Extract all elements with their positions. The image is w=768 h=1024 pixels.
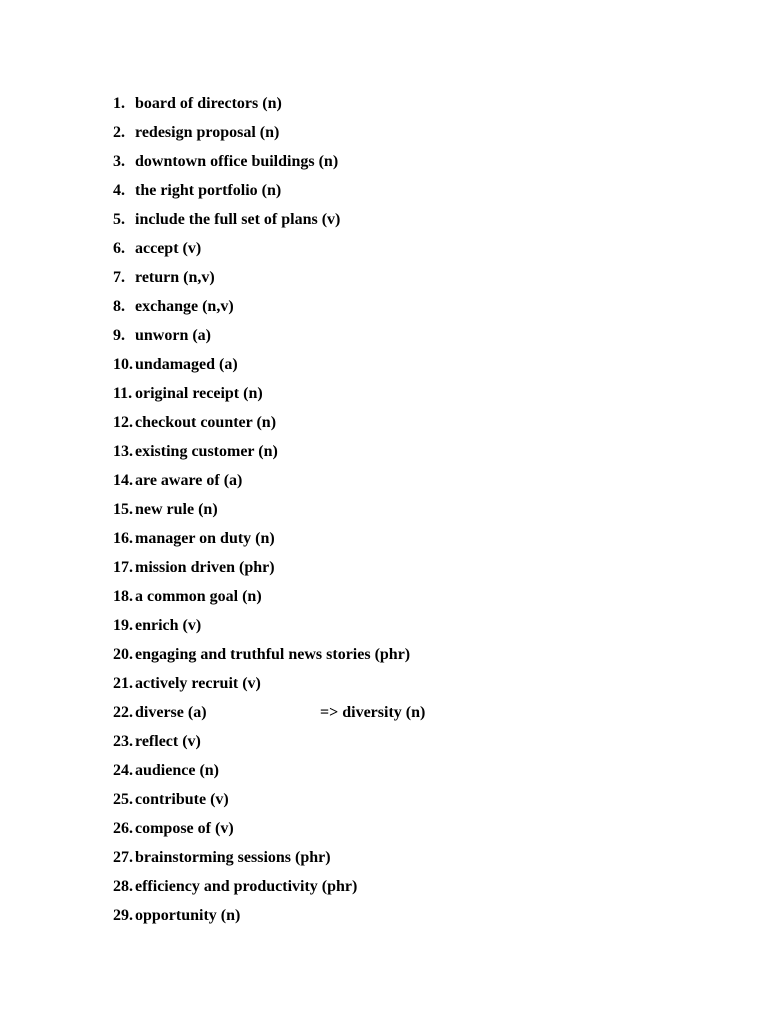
list-item [113, 611, 410, 640]
item-number: 29. [113, 907, 133, 924]
list-item [113, 263, 410, 292]
list-item [113, 89, 410, 118]
list-item [113, 379, 410, 408]
list-item [113, 118, 410, 147]
item-number: 28. [113, 878, 133, 895]
item-term: board of directors (n) [135, 95, 282, 112]
item-number: 12. [113, 414, 133, 431]
item-term: mission driven (phr) [135, 559, 275, 576]
item-number: 4. [113, 182, 125, 199]
list-item [113, 408, 410, 437]
item-term: downtown office buildings (n) [135, 153, 339, 170]
item-term: contribute (v) [135, 791, 229, 808]
item-term: return (n,v) [135, 269, 215, 286]
item-term: are aware of (a) [135, 472, 243, 489]
item-term: opportunity (n) [135, 907, 241, 924]
item-term: include the full set of plans (v) [135, 211, 341, 228]
item-number: 11. [113, 385, 133, 402]
list-item [113, 234, 410, 263]
item-number: 14. [113, 472, 133, 489]
item-term: manager on duty (n) [135, 530, 275, 547]
list-item [113, 176, 410, 205]
list-item [113, 640, 410, 669]
item-term: checkout counter (n) [135, 414, 277, 431]
item-number: 1. [113, 95, 125, 112]
list-item [113, 292, 410, 321]
list-item [113, 698, 426, 727]
item-term: original receipt (n) [135, 385, 263, 402]
item-term: efficiency and productivity (phr) [135, 878, 358, 895]
item-term: reflect (v) [135, 733, 201, 750]
item-number: 27. [113, 849, 133, 866]
item-number: 2. [113, 124, 125, 141]
item-number: 3. [113, 153, 125, 170]
item-number: 25. [113, 791, 133, 808]
item-term: existing customer (n) [135, 443, 278, 460]
list-item [113, 582, 410, 611]
item-number: 16. [113, 530, 133, 547]
list-item [113, 843, 410, 872]
list-item [113, 785, 410, 814]
list-item [113, 524, 410, 553]
item-number: 20. [113, 646, 133, 663]
item-term: brainstorming sessions (phr) [135, 849, 331, 866]
item-number: 23. [113, 733, 133, 750]
item-number: 26. [113, 820, 133, 837]
item-note: => diversity (n) [320, 704, 426, 721]
item-number: 15. [113, 501, 133, 518]
list-item [113, 205, 410, 234]
list-item [113, 669, 410, 698]
item-term: enrich (v) [135, 617, 202, 634]
item-term: new rule (n) [135, 501, 218, 518]
list-item [113, 872, 410, 901]
list-item [113, 901, 410, 930]
item-term: accept (v) [135, 240, 202, 257]
item-number: 21. [113, 675, 133, 692]
item-number: 18. [113, 588, 133, 605]
item-number: 17. [113, 559, 133, 576]
list-item [113, 495, 410, 524]
item-term: compose of (v) [135, 820, 234, 837]
item-term: a common goal (n) [135, 588, 262, 605]
item-number: 10. [113, 356, 133, 373]
list-item [113, 553, 410, 582]
item-term: redesign proposal (n) [135, 124, 280, 141]
list-item [113, 437, 410, 466]
list-item [113, 321, 410, 350]
list-item [113, 814, 410, 843]
list-item [113, 147, 410, 176]
list-item [113, 756, 410, 785]
item-term: engaging and truthful news stories (phr) [135, 646, 411, 663]
item-term: actively recruit (v) [135, 675, 261, 692]
item-term: the right portfolio (n) [135, 182, 282, 199]
item-term: diverse (a) [135, 704, 207, 721]
item-term: unworn (a) [135, 327, 212, 344]
item-number: 19. [113, 617, 133, 634]
item-number: 5. [113, 211, 125, 228]
item-term: exchange (n,v) [135, 298, 234, 315]
item-term: undamaged (a) [135, 356, 238, 373]
item-number: 24. [113, 762, 133, 779]
item-number: 13. [113, 443, 133, 460]
list-item [113, 466, 410, 495]
item-number: 6. [113, 240, 125, 257]
list-item [113, 350, 410, 379]
item-number: 22. [113, 704, 133, 721]
vocabulary-list [113, 89, 426, 930]
item-number: 7. [113, 269, 125, 286]
list-item [113, 727, 410, 756]
item-number: 8. [113, 298, 125, 315]
item-term: audience (n) [135, 762, 219, 779]
item-number: 9. [113, 327, 125, 344]
